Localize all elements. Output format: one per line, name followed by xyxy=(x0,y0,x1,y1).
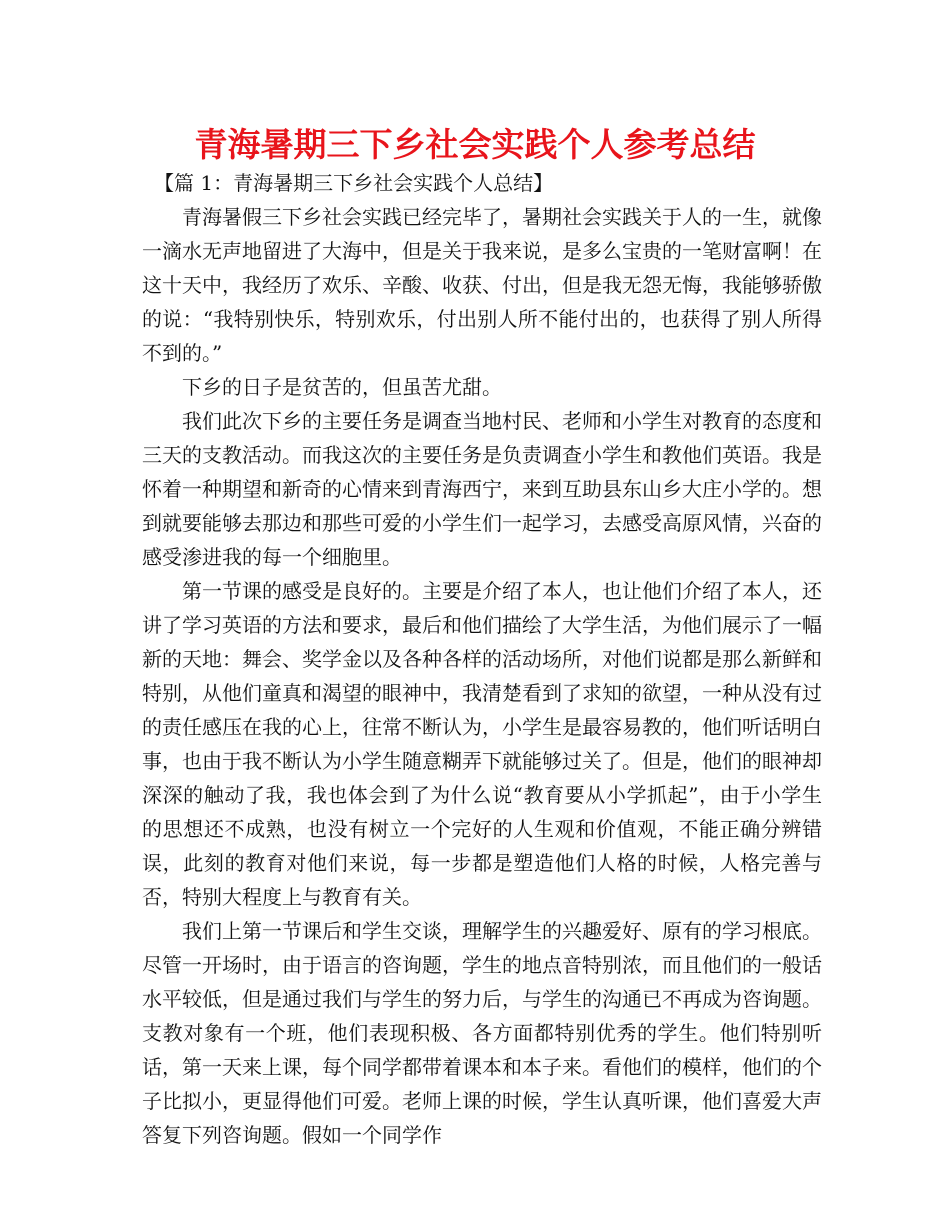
document-title: 青海暑期三下乡社会实践个人参考总结 xyxy=(194,125,756,164)
paragraph-1: 青海暑假三下乡社会实践已经完毕了，暑期社会实践关于人的一生，就像一滴水无声地留进了大海中，但是关于我来说，是多么宝贵的一笔财富啊！在这十天中，我经历了欢乐、辛酸、收获、付出，但是我无怨无悔，我能够骄傲的说：“我特别快乐，特别欢乐，付出别人所不能付出的，也获得了别人所得不到的。” xyxy=(142,205,822,365)
paragraph-5: 我们上第一节课后和学生交谈，理解学生的兴趣爱好、原有的学习根底。尽管一开场时，由于语言的咨询题，学生的地点音特别浓，而且他们的一般话水平较低，但是通过我们与学生的努力后，与学生的沟通已不再成为咨询题。支教对象有一个班，他们表现积极、各方面都特别优秀的学生。他们特别听话，第一天来上课，每个同学都带着课本和本子来。看他们的模样，他们的个子比拟小，更显得他们可爱。老师上课的时候，学生认真听课，他们喜爱大声答复下列咨询题。假如一个同学作 xyxy=(142,919,822,1147)
paragraph-4: 第一节课的感受是良好的。主要是介绍了本人，也让他们介绍了本人，还讲了学习英语的方法和要求，最后和他们描绘了大学生活，为他们展示了一幅新的天地：舞会、奖学金以及各种各样的活动场所，对他们说都是那么新鲜和特别，从他们童真和渴望的眼神中，我清楚看到了求知的欲望，一种从没有过的责任感压在我的心上，往常不断认为，小学生是最容易教的，他们听话明白事，也由于我不断认为小学生随意糊弄下就能够过关了。但是，他们的眼神却深深的触动了我，我也体会到了为什么说“教育要从小学抓起”，由于小学生的思想还不成熟，也没有树立一个完好的人生观和价值观，不能正确分辨错误，此刻的教育对他们来说，每一步都是塑造他们人格的时候，人格完善与否，特别大程度上与教育有关。 xyxy=(142,579,822,909)
section-heading: 【篇 1：青海暑期三下乡社会实践个人总结】 xyxy=(154,171,554,195)
paragraph-3: 我们此次下乡的主要任务是调查当地村民、老师和小学生对教育的态度和三天的支教活动。而我这次的主要任务是负责调查小学生和教他们英语。我是怀着一种期望和新奇的心情来到青海西宁，来到互助县东山乡大庄小学的。想到就要能够去那边和那些可爱的小学生们一起学习，去感受高原风情，兴奋的感受渗进我的每一个细胞里。 xyxy=(142,409,822,569)
paragraph-2: 下乡的日子是贫苦的，但虽苦尤甜。 xyxy=(182,375,502,399)
document-body xyxy=(142,166,822,1152)
